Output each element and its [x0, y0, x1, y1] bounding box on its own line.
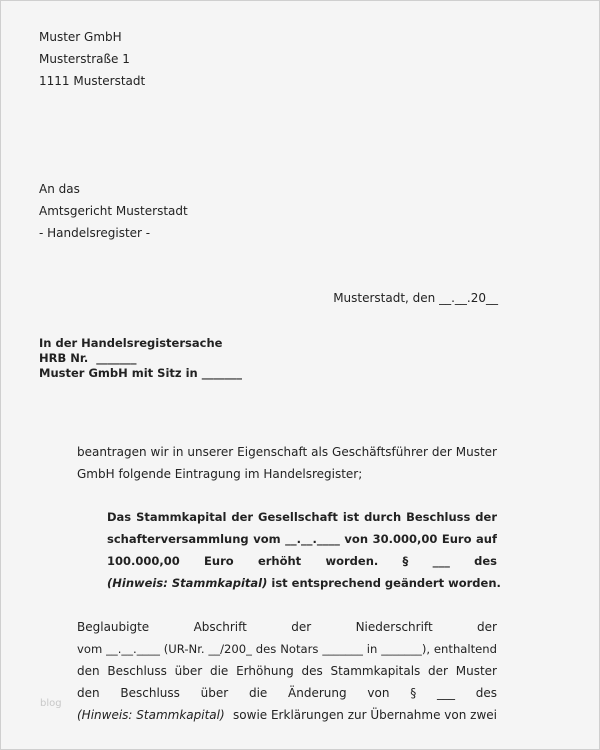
attachment-line: Beglaubigte Abschrift der Niederschrift der — [77, 620, 497, 634]
hint-text: (Hinweis: Stammkapital) — [107, 576, 268, 590]
attachment-line: vom __.__.____ (UR-Nr. __/200_ des Notars _______ in _______), enthaltend — [77, 642, 497, 656]
attachment-line: den Beschluss über die Änderung von § ___ des — [77, 686, 497, 700]
intro-line: beantragen wir in unserer Eigenschaft als Geschäftsführer der Muster — [77, 445, 497, 459]
entry-line: 100.000,00 Euro erhöht worden. § ___ des — [107, 554, 497, 568]
attachment-line: den Beschluss über die Erhöhung des Stammkapitals der Muster — [77, 664, 497, 678]
entry-line-rest: ist entsprechend geändert worden. — [267, 576, 501, 590]
subject-title: In der Handelsregistersache — [39, 336, 223, 350]
sender-name: Muster GmbH — [39, 30, 122, 44]
attachment-line-rest: sowie Erklärungen zur Übernahme von zwei — [229, 708, 497, 722]
entry-line: schafterversammlung vom __.__.____ von 30.000,00 Euro auf — [107, 532, 497, 546]
recipient-register: - Handelsregister - — [39, 226, 151, 240]
recipient-line: An das — [39, 182, 80, 196]
watermark: blog — [40, 698, 62, 709]
sender-street: Musterstraße 1 — [39, 52, 130, 66]
intro-line: GmbH folgende Eintragung im Handelsregister; — [77, 467, 363, 481]
recipient-court: Amtsgericht Musterstadt — [39, 204, 188, 218]
subject-company: Muster GmbH mit Sitz in _______ — [39, 366, 242, 380]
date-line: Musterstadt, den __.__.20__ — [333, 291, 498, 305]
attachment-line-last — [77, 707, 497, 723]
hint-text: (Hinweis: Stammkapital) — [77, 708, 225, 722]
subject-hrb: HRB Nr. _______ — [39, 351, 137, 365]
sender-city: 1111 Musterstadt — [39, 74, 146, 88]
entry-line: Das Stammkapital der Gesellschaft ist durch Beschluss der — [107, 510, 497, 524]
entry-line-last — [107, 575, 501, 591]
